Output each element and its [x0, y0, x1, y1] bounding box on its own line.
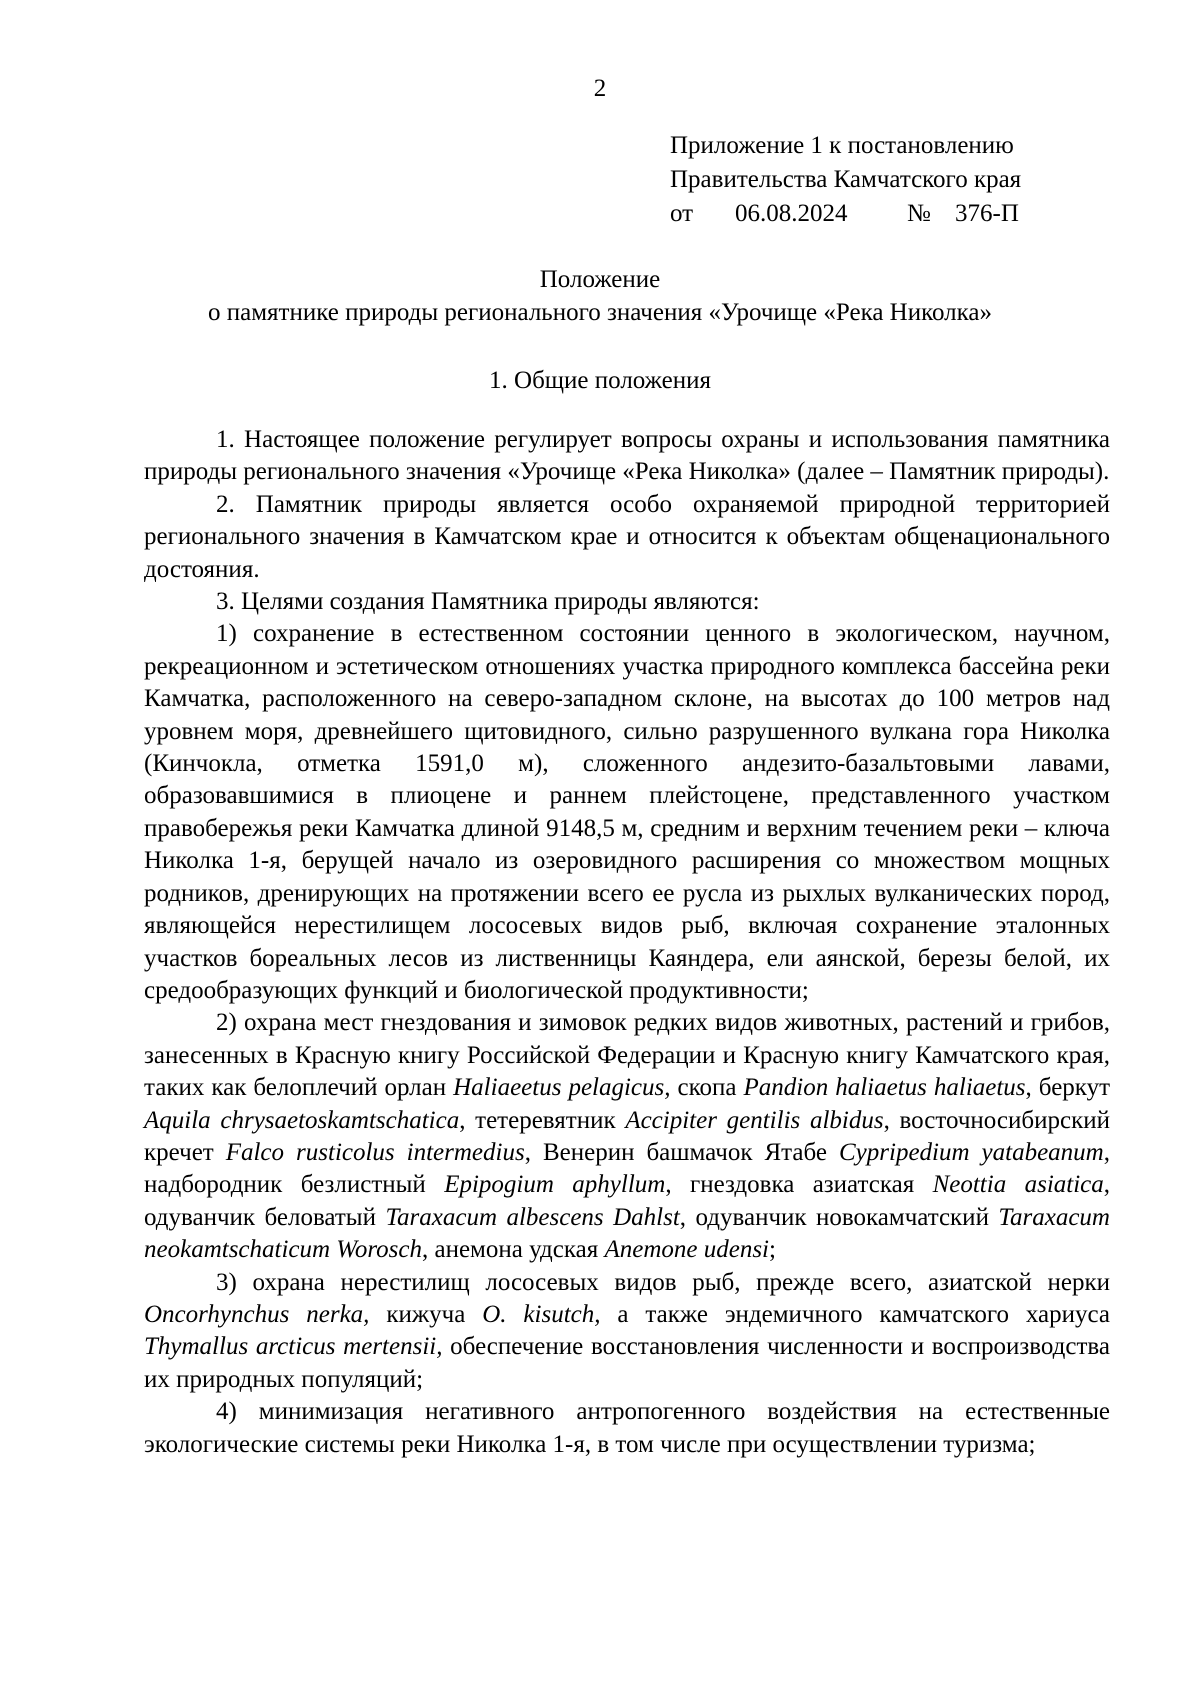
paragraph-1: 1. Настоящее положение регулирует вопросы охраны и использования памятника природы регионального значения «Урочище «Река Николка» (далее – Памятник природы).: [144, 426, 1110, 486]
paragraph-2: 2. Памятник природы является особо охраняемой природной территорией регионального значения в Камчатском крае и относится к объектам общенационального достояния.: [144, 490, 1110, 583]
species-name: O. kisutch,: [482, 1300, 601, 1328]
species-name: Neottia asiatica: [932, 1171, 1104, 1199]
paragraph-goal-2: [144, 1007, 1110, 1266]
title-line-2: о памятнике природы регионального значения «Урочище «Река Николка»: [208, 299, 992, 326]
appendix-block: [670, 129, 1021, 231]
text-run: кижуча: [369, 1300, 483, 1328]
paragraph-goal-4: 4) минимизация негативного антропогенного воздействия на естественные экологические системы реки Николка 1-я, в том числе при осуществлении туризма;: [144, 1398, 1110, 1458]
species-name: Falco rusticolus intermedius: [225, 1138, 525, 1166]
species-name: Epipogium aphyllum: [444, 1171, 666, 1199]
species-name: Aquila chrysaetoskamtschatica: [144, 1106, 460, 1134]
appendix-line-2: Правительства Камчатского края: [670, 166, 1022, 193]
text-run: , беркут: [1025, 1074, 1111, 1102]
paragraph-goal-1: 1) сохранение в естественном состоянии ценного в экологическом, научном, рекреационном и эстетическом отношениях участка природного комплекса бассейна реки Камчатка, расположенного на северо-западном склоне, на высотах до 100 метров над уровнем моря, древнейшего щитовидного, сильно разрушенного вулкана гора Николка (Кинчокла, отметка 1591,0 м), сложенного андезито-базальтовыми лавами, образовавшимися в плиоцене и раннем плейстоцене, представленного участком правобережья реки Камчатка длиной 9148,5 м, средним и верхним течением реки – ключа Николка 1-я, берущей начало из озеровидного расширения со множеством мощных родников, дренирующих на протяжении всего ее русла из рыхлых вулканических пород, являющейся нерестилищем лососевых видов рыб, включая сохранение эталонных участков бореальных лесов из лиственницы Каяндера, ели аянской, березы белой, их средообразующих функций и биологической продуктивности;: [144, 620, 1110, 1004]
text-run: , надбородник безлистный: [144, 1138, 1110, 1199]
document-title: [0, 263, 1200, 329]
species-name: Pandion haliaetus haliaetus: [743, 1074, 1026, 1102]
resolution-number: 376-П: [955, 200, 1019, 227]
text-run: обеспечение восстановления численности и воспроизводства их природных популяций;: [144, 1333, 1110, 1393]
paragraph-3: 3. Целями создания Памятника природы являются:: [216, 588, 760, 616]
title-line-1: Положение: [539, 266, 661, 293]
species-name: Accipiter gentilis albidus: [625, 1106, 884, 1134]
text-run: , гнездовка азиатская: [665, 1171, 933, 1199]
text-run: а также эндемичного камчатского хариуса: [600, 1300, 1111, 1328]
text-run: скопа: [670, 1074, 744, 1102]
species-name: Taraxacum neokamtschaticum Worosch: [144, 1203, 1110, 1264]
text-run: , восточносибирский кречет: [144, 1106, 1110, 1166]
appendix-date-line: [670, 197, 1021, 231]
appendix-line-1: Приложение 1 к постановлению: [670, 132, 1014, 159]
document-body: [144, 424, 1110, 1461]
species-name: Taraxacum albescens Dahlst: [385, 1203, 680, 1231]
page-number: 2: [593, 75, 607, 102]
resolution-date: 06.08.2024: [735, 200, 848, 227]
paragraph-goal-3: [144, 1267, 1110, 1397]
text-run: , одуванчик новокамчатский: [679, 1203, 999, 1231]
text-run: , тетеревятник: [459, 1106, 626, 1134]
number-sign: №: [907, 200, 931, 227]
species-name: Cypripedium yatabeanum: [839, 1138, 1104, 1166]
section-heading: 1. Общие положения: [489, 367, 711, 394]
text-run: 2) охрана мест гнездования и зимовок редких видов животных, растений и грибов, занесенных в Красную книгу Российской Федерации и Красную книгу Камчатского края, таких как белоплечий орлан: [144, 1009, 1110, 1102]
text-run: , анемона удская: [421, 1236, 605, 1264]
species-name: Anemone udensi: [604, 1236, 769, 1264]
text-run: 3) охрана нерестилищ лососевых видов рыб, прежде всего, азиатской нерки: [216, 1268, 1110, 1296]
text-run: , одуванчик беловатый: [144, 1171, 1110, 1231]
text-run: , Венерин башмачок Ятабе: [524, 1138, 839, 1166]
text-run: ;: [769, 1236, 776, 1264]
species-name: Thymallus arcticus mertensii,: [144, 1333, 443, 1361]
species-name: Haliaeetus pelagicus,: [453, 1074, 671, 1102]
species-name: Oncorhynchus nerka,: [144, 1300, 370, 1328]
from-word: от: [670, 200, 694, 227]
